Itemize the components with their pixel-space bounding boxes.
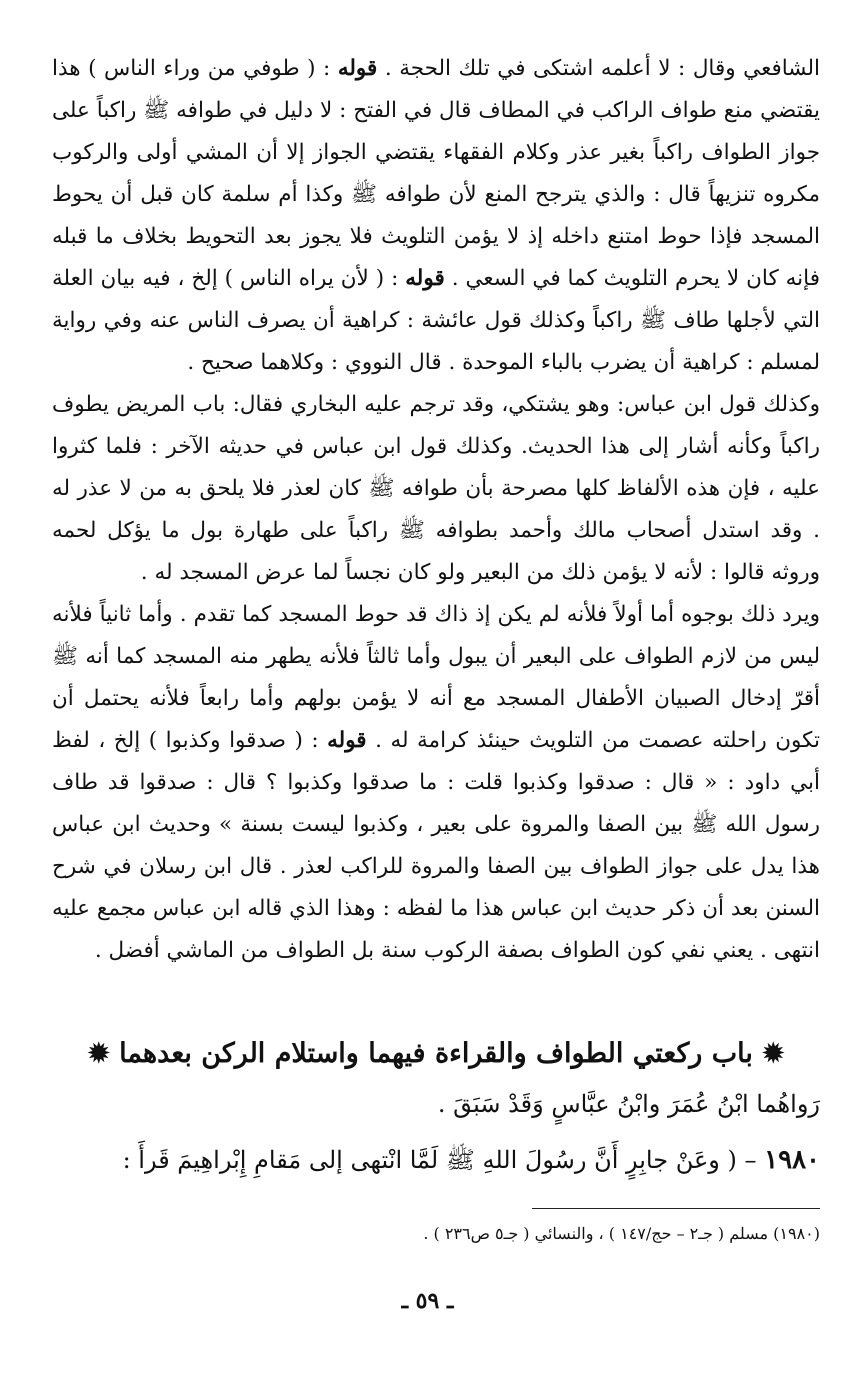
hadith-dash: –	[736, 1146, 765, 1174]
text-run: : ( صدقوا وكذبوا ) إلخ ، لفظ أبي داود : « قال : صدقوا وكذبوا قلت : ما صدقوا وكذبوا ؟ قال : صدقوا قد طاف رسول الله ﷺ بين الصفا والمروة على بعير ، وكذبوا ليست بسنة » وحديث ابن عباس هذا يدل على جواز الطواف بين الصفا والمروة للراكب لعذر . قال ابن رسلان في شرح السنن بعد أن ذكر حديث ابن عباس هذا ما لفظه : وهذا الذي قاله ابن عباس مجمع عليه انتهى . يعني نفي كون الطواف بصفة الركوب سنة بل الطواف من الماشي أفضل .	[52, 728, 820, 963]
chapter-heading-text: باب ركعتي الطواف والقراءة فيهما واستلام الركن بعدهما	[119, 1038, 753, 1069]
text-run: ويرد ذلك بوجوه أما أولاً فلأنه لم يكن إذ ذاك قد حوط المسجد كما تقدم . وأما ثانياً فلأنه ليس من لازم الطواف على البعير أن يبول وأما ثالثاً فلأنه يطهر منه المسجد كما أنه ﷺ أقرّ إدخال الصبيان الأطفال المسجد مع أنه لا يؤمن بولهم وأما رابعاً فلأنه يحتمل أن تكون راحلته عصمت من التلويث حينئذ كرامة له .	[52, 602, 820, 753]
keyword-qawluhu: قوله	[337, 56, 378, 81]
footnote-divider	[532, 1208, 820, 1209]
chapter-heading	[52, 1032, 820, 1076]
body-paragraph	[52, 594, 820, 972]
text-run: وكذلك قول ابن عباس: وهو يشتكي، وقد ترجم عليه البخاري فقال: باب المريض يطوف راكباً وكأنه أشار إلى هذا الحديث. وكذلك قول ابن عباس في حديثه الآخر : فلما كثروا عليه ، فإن هذه الألفاظ كلها مصرحة بأن طوافه ﷺ كان لعذر فلا يلحق به من لا عذر له . وقد استدل أصحاب مالك وأحمد بطوافه ﷺ راكباً على طهارة بول ما يؤكل لحمه وروثه قالوا : لأنه لا يؤمن ذلك من البعير ولو كان نجساً لما عرض المسجد له .	[52, 392, 820, 585]
hadith-number: ١٩٨٠	[764, 1145, 820, 1175]
text-run: : ( طوفي من وراء الناس ) هذا يقتضي منع طواف الراكب في المطاف قال في الفتح : لا دليل في طوافه ﷺ راكباً على جواز الطواف راكباً بغير عذر وكلام الفقهاء يقتضي الجواز إلا أن المشي أولى والركوب مكروه تنزيهاً قال : والذي يترجح المنع لأن طوافه ﷺ وكذا أم سلمة كان قبل أن يحوط المسجد فإذا حوط امتنع داخله إذ لا يؤمن التلويث فلا يجوز بعد التحويط بخلاف ما قبله فإنه كان لا يحرم التلويث كما في السعي .	[52, 56, 820, 291]
hadith-entry	[52, 1138, 820, 1182]
star-ornament-icon: ✹	[87, 1039, 110, 1069]
keyword-qawluhu: قوله	[327, 728, 367, 753]
footnote: (١٩٨٠) مسلم ( جـ٢ – حج/١٤٧ ) ، والنسائي ( جـ٥ ص٢٣٦ ) .	[423, 1224, 820, 1243]
commentary-text	[52, 48, 820, 972]
keyword-qawluhu: قوله	[405, 266, 445, 291]
star-ornament-icon: ✹	[762, 1039, 785, 1069]
text-run: الشافعي وقال : لا أعلمه اشتكى في تلك الحجة .	[377, 56, 821, 81]
body-paragraph	[52, 48, 820, 384]
narration-line: رَواهُما ابْنُ عُمَرَ وابْنُ عبَّاسٍ وَقَدْ سَبَقَ .	[437, 1090, 820, 1118]
hadith-text: ( وعَنْ جابِرٍ أَنَّ رسُولَ اللهِ ﷺ لَمَّا انْتهى إلى مَقامِ إِبْراهِيمَ قَرأَ :	[122, 1146, 737, 1174]
text-run: : ( لأن يراه الناس ) إلخ ، فيه بيان العلة التي لأجلها طاف ﷺ راكباً وكذلك قول عائشة : كراهية أن يصرف الناس عنه وفي رواية لمسلم : كراهية أن يضرب بالباء الموحدة . قال النووي : وكلاهما صحيح .	[52, 266, 820, 375]
body-paragraph	[52, 384, 820, 594]
page-number: ـ ٥٩ ـ	[401, 1288, 454, 1314]
